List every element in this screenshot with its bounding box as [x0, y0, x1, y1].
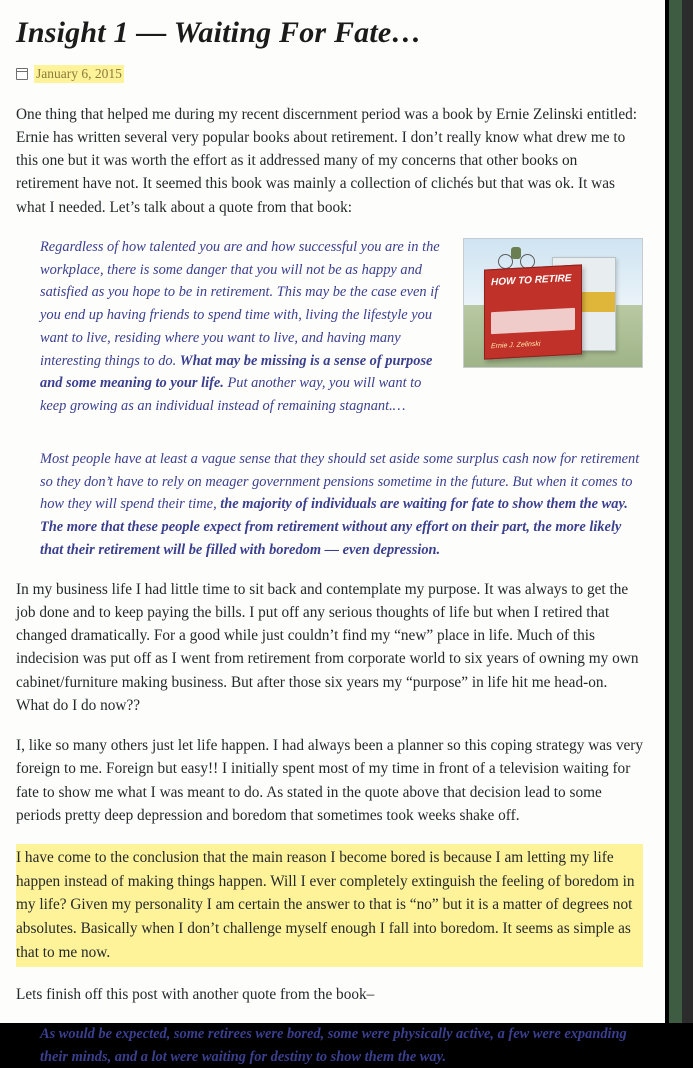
quote-3-text	[40, 1023, 643, 1068]
scrollbar-track[interactable]	[682, 0, 693, 1023]
quote-block-1	[16, 236, 643, 432]
quote-1-part-1: Regardless of how talented you are and how successful you are in the workplace, there is some danger that you will not be as happy and satisfied as you hope to be in retirement. This may be the case even if you end up having friends to spend time with, living the lifestyle you want to live, residing where you want to live, and having many interesting things to do.	[40, 238, 440, 369]
quote-1-part-2: Put another way, you will want to keep growing as an individual instead of remaining stagnant.…	[40, 375, 422, 414]
book-cover-title: HOW TO RETIRE	[491, 272, 572, 288]
book-cover-subtitle-band	[491, 308, 575, 334]
closing-paragraph: Lets finish off this post with another quote from the book–	[16, 985, 375, 1003]
quote-3-bold: As would be expected, some retirees were bored, some were physically active, a few were expanding their minds, and a lot were waiting for destiny to show them the way.	[40, 1025, 627, 1065]
highlighted-paragraph	[16, 844, 643, 967]
body-paragraph-2: In my business life I had little time to sit back and contemplate my purpose. It was always to get the job done and to keep paying the bills. I put off any serious thoughts of life but when I retired that changed dramatically. For a good while just couldn’t find my “new” place in life. Much of this indecision was put off as I went from retirement from corporate world to six years of owning my own cabinet/furniture making business. But after those six years my “purpose” in life hit me head-on. What do I do now??	[16, 580, 639, 714]
quote-1-bold: What may be missing is a sense of purpose and some meaning to your life.	[40, 352, 433, 392]
book-cover-author: Ernie J. Zelinski	[491, 340, 541, 350]
body-paragraph-3: I, like so many others just let life happen. I had always been a planner so this coping strategy was very foreign to me. Foreign but easy!! I initially spent most of my time in front of a television waiting for fate to show me what I was meant to do. As stated in the quote above that decision lead to some periods pretty deep depression and boredom that sometimes took weeks shake off.	[16, 737, 644, 824]
quote-2-bold: the majority of individuals are waiting for fate to show them the way. The more that these people expect from retirement without any effort on their part, the more likely that their retirement will be filled with boredom — even depression.	[40, 496, 628, 558]
intro-text-after-link: Ernie has written several very popular books about retirement. I don’t really know what drew me to this one but it was worth the effort as it addressed many of my concerns that other books on retirement have not. It seemed this book was mainly a collection of clichés but that was ok. It was what I needed. Let’s talk about a quote from that book:	[16, 128, 626, 216]
quote-2-part-1: Most people have at least a vague sense that they should set aside some surplus cash now for retirement so they don’t have to rely on meager government pensions sometime in the future. But when it comes to how they will spend their time,	[40, 450, 640, 513]
post-date[interactable]: January 6, 2015	[36, 65, 122, 81]
quote-2-text	[40, 448, 643, 562]
intro-paragraph	[16, 103, 643, 219]
highlighted-text: I have come to the conclusion that the main reason I become bored is because I am letting my life happen instead of making things happen. Will I ever completely extinguish the feeling of boredom in my life? Given my personality I am certain the answer to that is “no” but it is a matter of degrees not absolutes. Basically when I don’t challenge myself enough I fall into boredom. It seems as simple as that to me now.	[16, 849, 635, 961]
intro-text-before-link: One thing that helped me during my recent discernment period was a book by Ernie Zelinski entitled:	[16, 105, 638, 123]
book-front-copy	[484, 264, 582, 359]
right-sidebar-rail	[669, 0, 693, 1023]
post-meta	[16, 65, 643, 83]
bicycle-icon	[498, 247, 538, 269]
page-title: Insight 1 — Waiting For Fate…	[16, 16, 422, 49]
book-cover-image	[463, 238, 643, 368]
calendar-icon	[16, 68, 28, 80]
quote-block-3	[16, 1023, 643, 1068]
rider-figure	[511, 247, 521, 259]
quote-block-2	[16, 448, 643, 562]
